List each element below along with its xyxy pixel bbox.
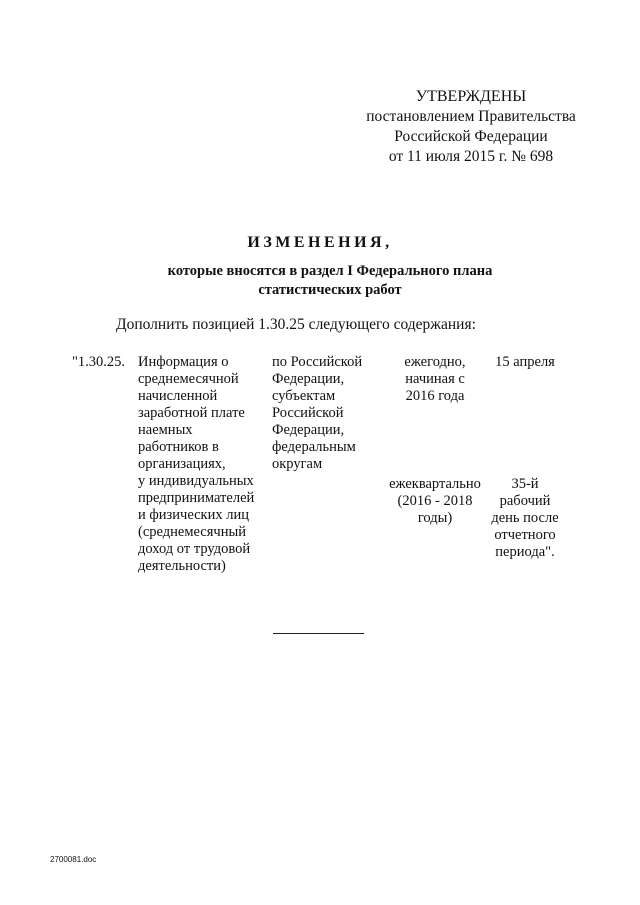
document-subtitle <box>140 262 520 300</box>
period-line: годы) <box>417 510 453 526</box>
date-line: периода". <box>495 544 555 560</box>
approval-heading: УТВЕРЖДЕНЫ <box>415 88 527 105</box>
period-line: ежеквартально <box>389 476 481 492</box>
level-line: Федерации, <box>272 422 345 438</box>
annual-period-cell <box>380 354 490 405</box>
date-line: отчетного <box>494 527 556 543</box>
info-line: Информация о <box>138 354 229 370</box>
subtitle-line: статистических работ <box>258 282 402 298</box>
quarterly-period-cell <box>380 476 490 527</box>
date-line: 15 апреля <box>495 354 555 370</box>
annual-date-cell <box>480 354 570 371</box>
date-line: 35-й <box>511 476 539 492</box>
period-line: начиная с <box>405 371 465 387</box>
level-line: Федерации, <box>272 371 345 387</box>
info-line: наемных <box>138 422 193 438</box>
date-line: день после <box>491 510 559 526</box>
info-line: работников в <box>138 439 219 455</box>
approval-line: постановлением Правительства <box>366 108 576 125</box>
period-line: ежегодно, <box>404 354 466 370</box>
subtitle-line: которые вносятся в раздел I Федерального плана <box>167 263 493 279</box>
approval-line: Российской Федерации <box>394 128 548 145</box>
period-line: (2016 - 2018 <box>397 493 473 509</box>
position-number: "1.30.25. <box>72 354 126 370</box>
info-cell <box>138 354 266 575</box>
info-line: у индивидуальных <box>138 473 254 489</box>
info-line: и физических лиц <box>138 507 249 523</box>
info-line: начисленной <box>138 388 218 404</box>
level-line: Российской <box>272 405 344 421</box>
file-name-footer: 2700081.doc <box>50 855 97 864</box>
info-line: доход от трудовой <box>138 541 251 557</box>
approval-stamp <box>356 87 586 167</box>
level-cell <box>272 354 372 473</box>
level-line: по Российской <box>272 354 363 370</box>
quarterly-date-cell <box>480 476 570 561</box>
info-line: (среднемесячный <box>138 524 246 540</box>
level-line: субъектам <box>272 388 336 404</box>
info-line: заработной плате <box>138 405 245 421</box>
level-line: округам <box>272 456 323 472</box>
date-line: рабочий <box>499 493 551 509</box>
level-line: федеральным <box>272 439 356 455</box>
info-line: организациях, <box>138 456 226 472</box>
info-line: среднемесячной <box>138 371 239 387</box>
closing-rule <box>273 633 364 634</box>
period-line: 2016 года <box>405 388 465 404</box>
info-line: деятельности) <box>138 558 226 574</box>
info-line: предпринимателей <box>138 490 255 506</box>
intro-paragraph: Дополнить позицией 1.30.25 следующего содержания: <box>116 316 476 333</box>
document-title: ИЗМЕНЕНИЯ, <box>247 234 393 251</box>
approval-date-line: от 11 июля 2015 г. № 698 <box>388 148 554 165</box>
